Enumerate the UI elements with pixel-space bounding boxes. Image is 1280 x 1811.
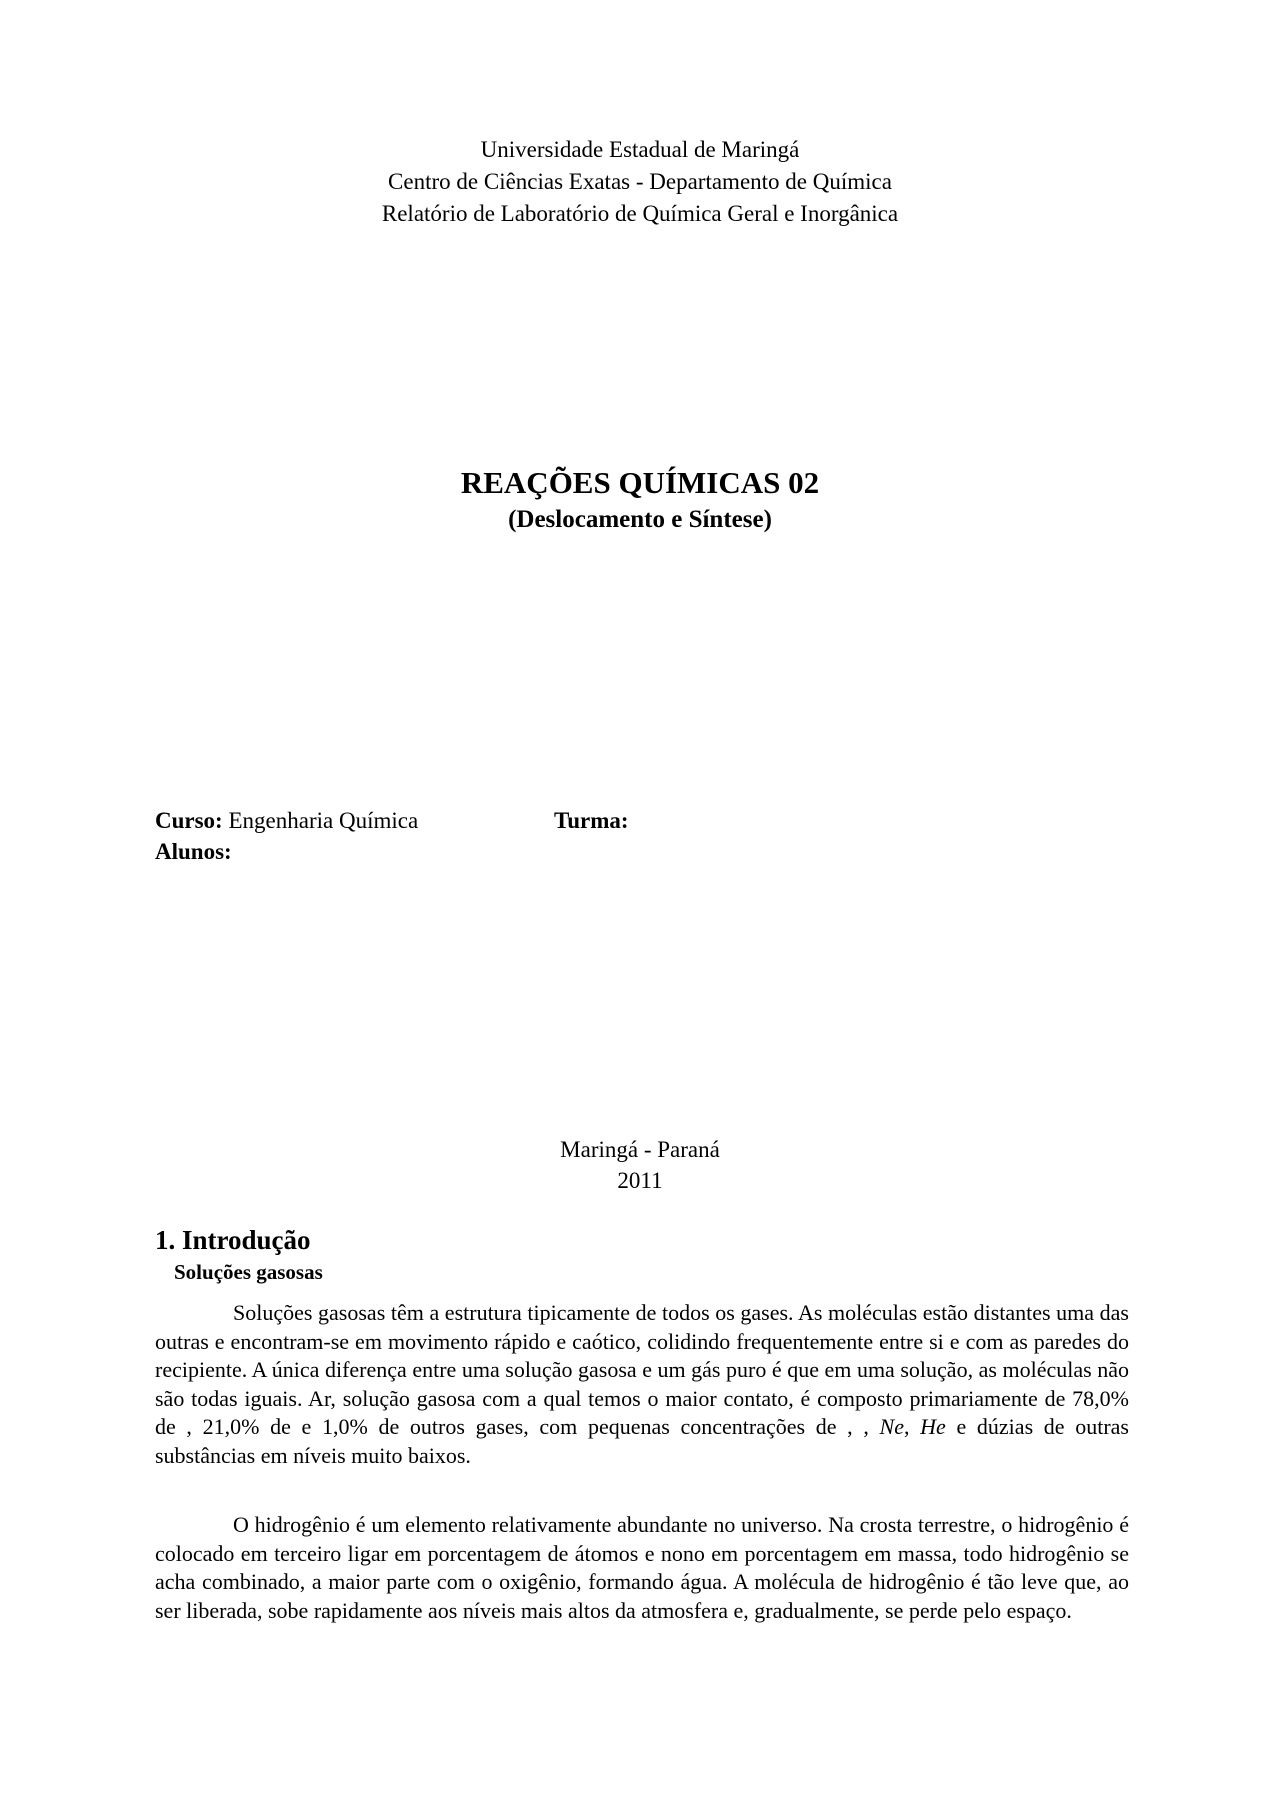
class-field xyxy=(554,806,629,836)
neon-symbol: Ne xyxy=(879,1414,904,1440)
report-subtitle: (Deslocamento e Síntese) xyxy=(508,506,772,533)
department-name: Centro de Ciências Exatas - Departamento de Química xyxy=(388,169,892,194)
class-label: Turma: xyxy=(554,808,629,833)
students-label: Alunos: xyxy=(155,839,232,864)
university-name: Universidade Estadual de Maringá xyxy=(480,137,800,162)
paragraph-text-end: e dúzias de outras substâncias em níveis muito baixos. xyxy=(155,1414,1129,1468)
paragraph-gas-solutions xyxy=(155,1299,1129,1471)
paragraph-text: Soluções gasosas têm a estrutura tipicamente de todos os gases. As moléculas estão distantes uma das outras e encontram-se em movimento rápido e caótico, colidindo frequentemente entre si e com as paredes do recipiente. A única diferença entre uma solução gasosa e um gás puro é que em uma solução, as moléculas não são todas iguais. Ar, solução gasosa com a qual temos o maior contato, é composto primariamente de 78,0% de , 21,0% de e 1,0% de outros gases, com pequenas concentrações de , , xyxy=(155,1300,1129,1440)
paragraph-hydrogen: O hidrogênio é um elemento relativamente abundante no universo. Na crosta terrestre, o hidrogênio é colocado em terceiro ligar em porcentagem de átomos e nono em porcentagem em massa, todo hidrogênio se acha combinado, a maior parte com o oxigênio, formando água. A molécula de hidrogênio é tão leve que, ao ser liberada, sobe rapidamente aos níveis mais altos da atmosfera e, gradualmente, se perde pelo espaço. xyxy=(155,1512,1129,1623)
section-heading: 1. Introdução xyxy=(155,1225,311,1255)
course-field xyxy=(155,806,418,836)
location: Maringá - Paraná xyxy=(560,1137,720,1162)
report-title: REAÇÕES QUÍMICAS 02 xyxy=(460,465,820,500)
course-value: Engenharia Química xyxy=(228,808,419,833)
students-field xyxy=(155,837,232,867)
course-label: Curso: xyxy=(155,808,223,833)
year: 2011 xyxy=(617,1168,663,1193)
separator: , xyxy=(903,1414,921,1440)
report-type: Relatório de Laboratório de Química Geral e Inorgânica xyxy=(381,201,899,226)
helium-symbol: He xyxy=(920,1414,946,1440)
subsection-heading: Soluções gasosas xyxy=(174,1260,323,1284)
